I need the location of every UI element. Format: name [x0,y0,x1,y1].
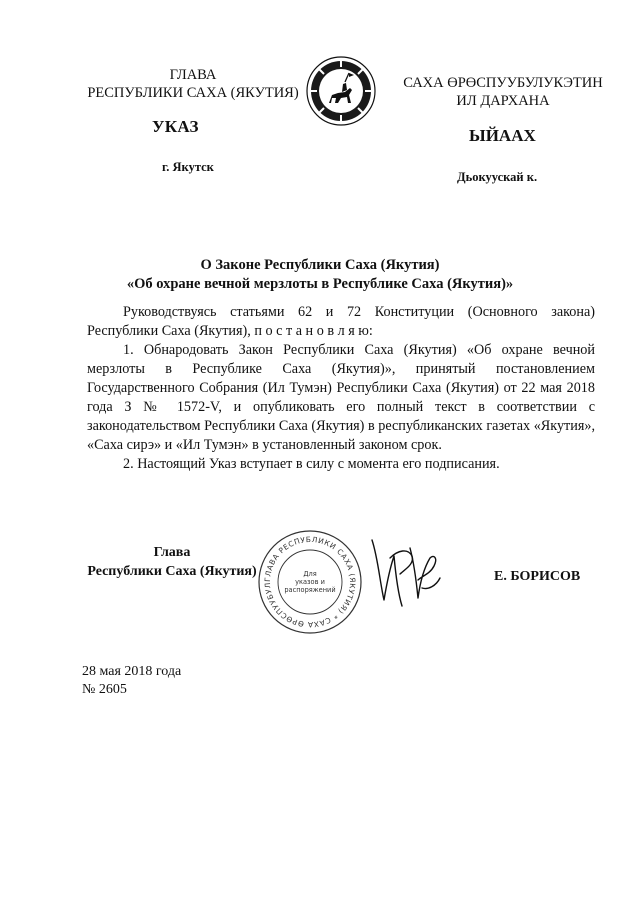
seal-center-line2: указов и [295,578,325,586]
header-left [78,66,308,102]
seal-center-line1: Для [303,570,317,578]
signature-title-line1: Глава [153,545,191,560]
document-date: 28 мая 2018 года [82,664,182,679]
coat-of-arms-emblem [305,55,377,127]
official-seal [255,527,365,637]
doc-type-right: ЫЙААХ [469,126,536,145]
header-right [392,74,614,110]
header-right-line2: ИЛ ДАРХАНА [456,93,550,109]
handwritten-signature [360,528,450,618]
header-left-line2: РЕСПУБЛИКИ САХА (ЯКУТИЯ) [87,85,299,101]
document-date-block [82,663,181,699]
header-right-line1: САХА ӨРӨСПУУБУЛУКЭТИН [403,75,603,91]
document-body [87,303,595,474]
signatory-name: Е. БОРИСОВ [494,569,581,584]
doc-type-left: УКАЗ [152,117,199,136]
document-title [90,256,550,294]
city-left: г. Якутск [162,160,214,174]
seal-ring-text: ГЛАВА РЕСПУБЛИКИ САХА (ЯКУТИЯ) * САХА ӨРӨСПУУБУЛ [262,534,358,630]
header-left-line1: ГЛАВА [169,67,217,83]
city-right: Дьокуускай к. [457,170,538,184]
body-item-1: 1. Обнародовать Закон Республики Саха (Якутия) «Об охране вечной мерзлоты в Республике Саха (Якутия)», принятый постановлением Государственного Собрания (Ил Тумэн) Республики Саха (Якутия) от 22 мая 2018 года З № 1572-V, и опубликовать его полный текст в соответствии с законодательством Республики Саха (Якутия) в республиканских газетах «Якутия», «Саха сирэ» и «Ил Тумэн» в установленный законом срок. [87,342,595,453]
document-number: № 2605 [82,682,127,697]
title-line1: О Законе Республики Саха (Якутия) [200,257,440,273]
body-item-2: 2. Настоящий Указ вступает в силу с момента его подписания. [123,456,500,472]
title-line2: «Об охране вечной мерзлоты в Республике Саха (Якутия)» [126,276,514,292]
seal-center-line3: распоряжений [284,586,336,594]
body-intro: Руководствуясь статьями 62 и 72 Конституции (Основного закона) Республики Саха (Якутия), п о с т а н о в л я ю: [87,304,595,339]
signature-title-line2: Республики Саха (Якутия) [87,564,257,579]
signature-title [82,543,262,581]
